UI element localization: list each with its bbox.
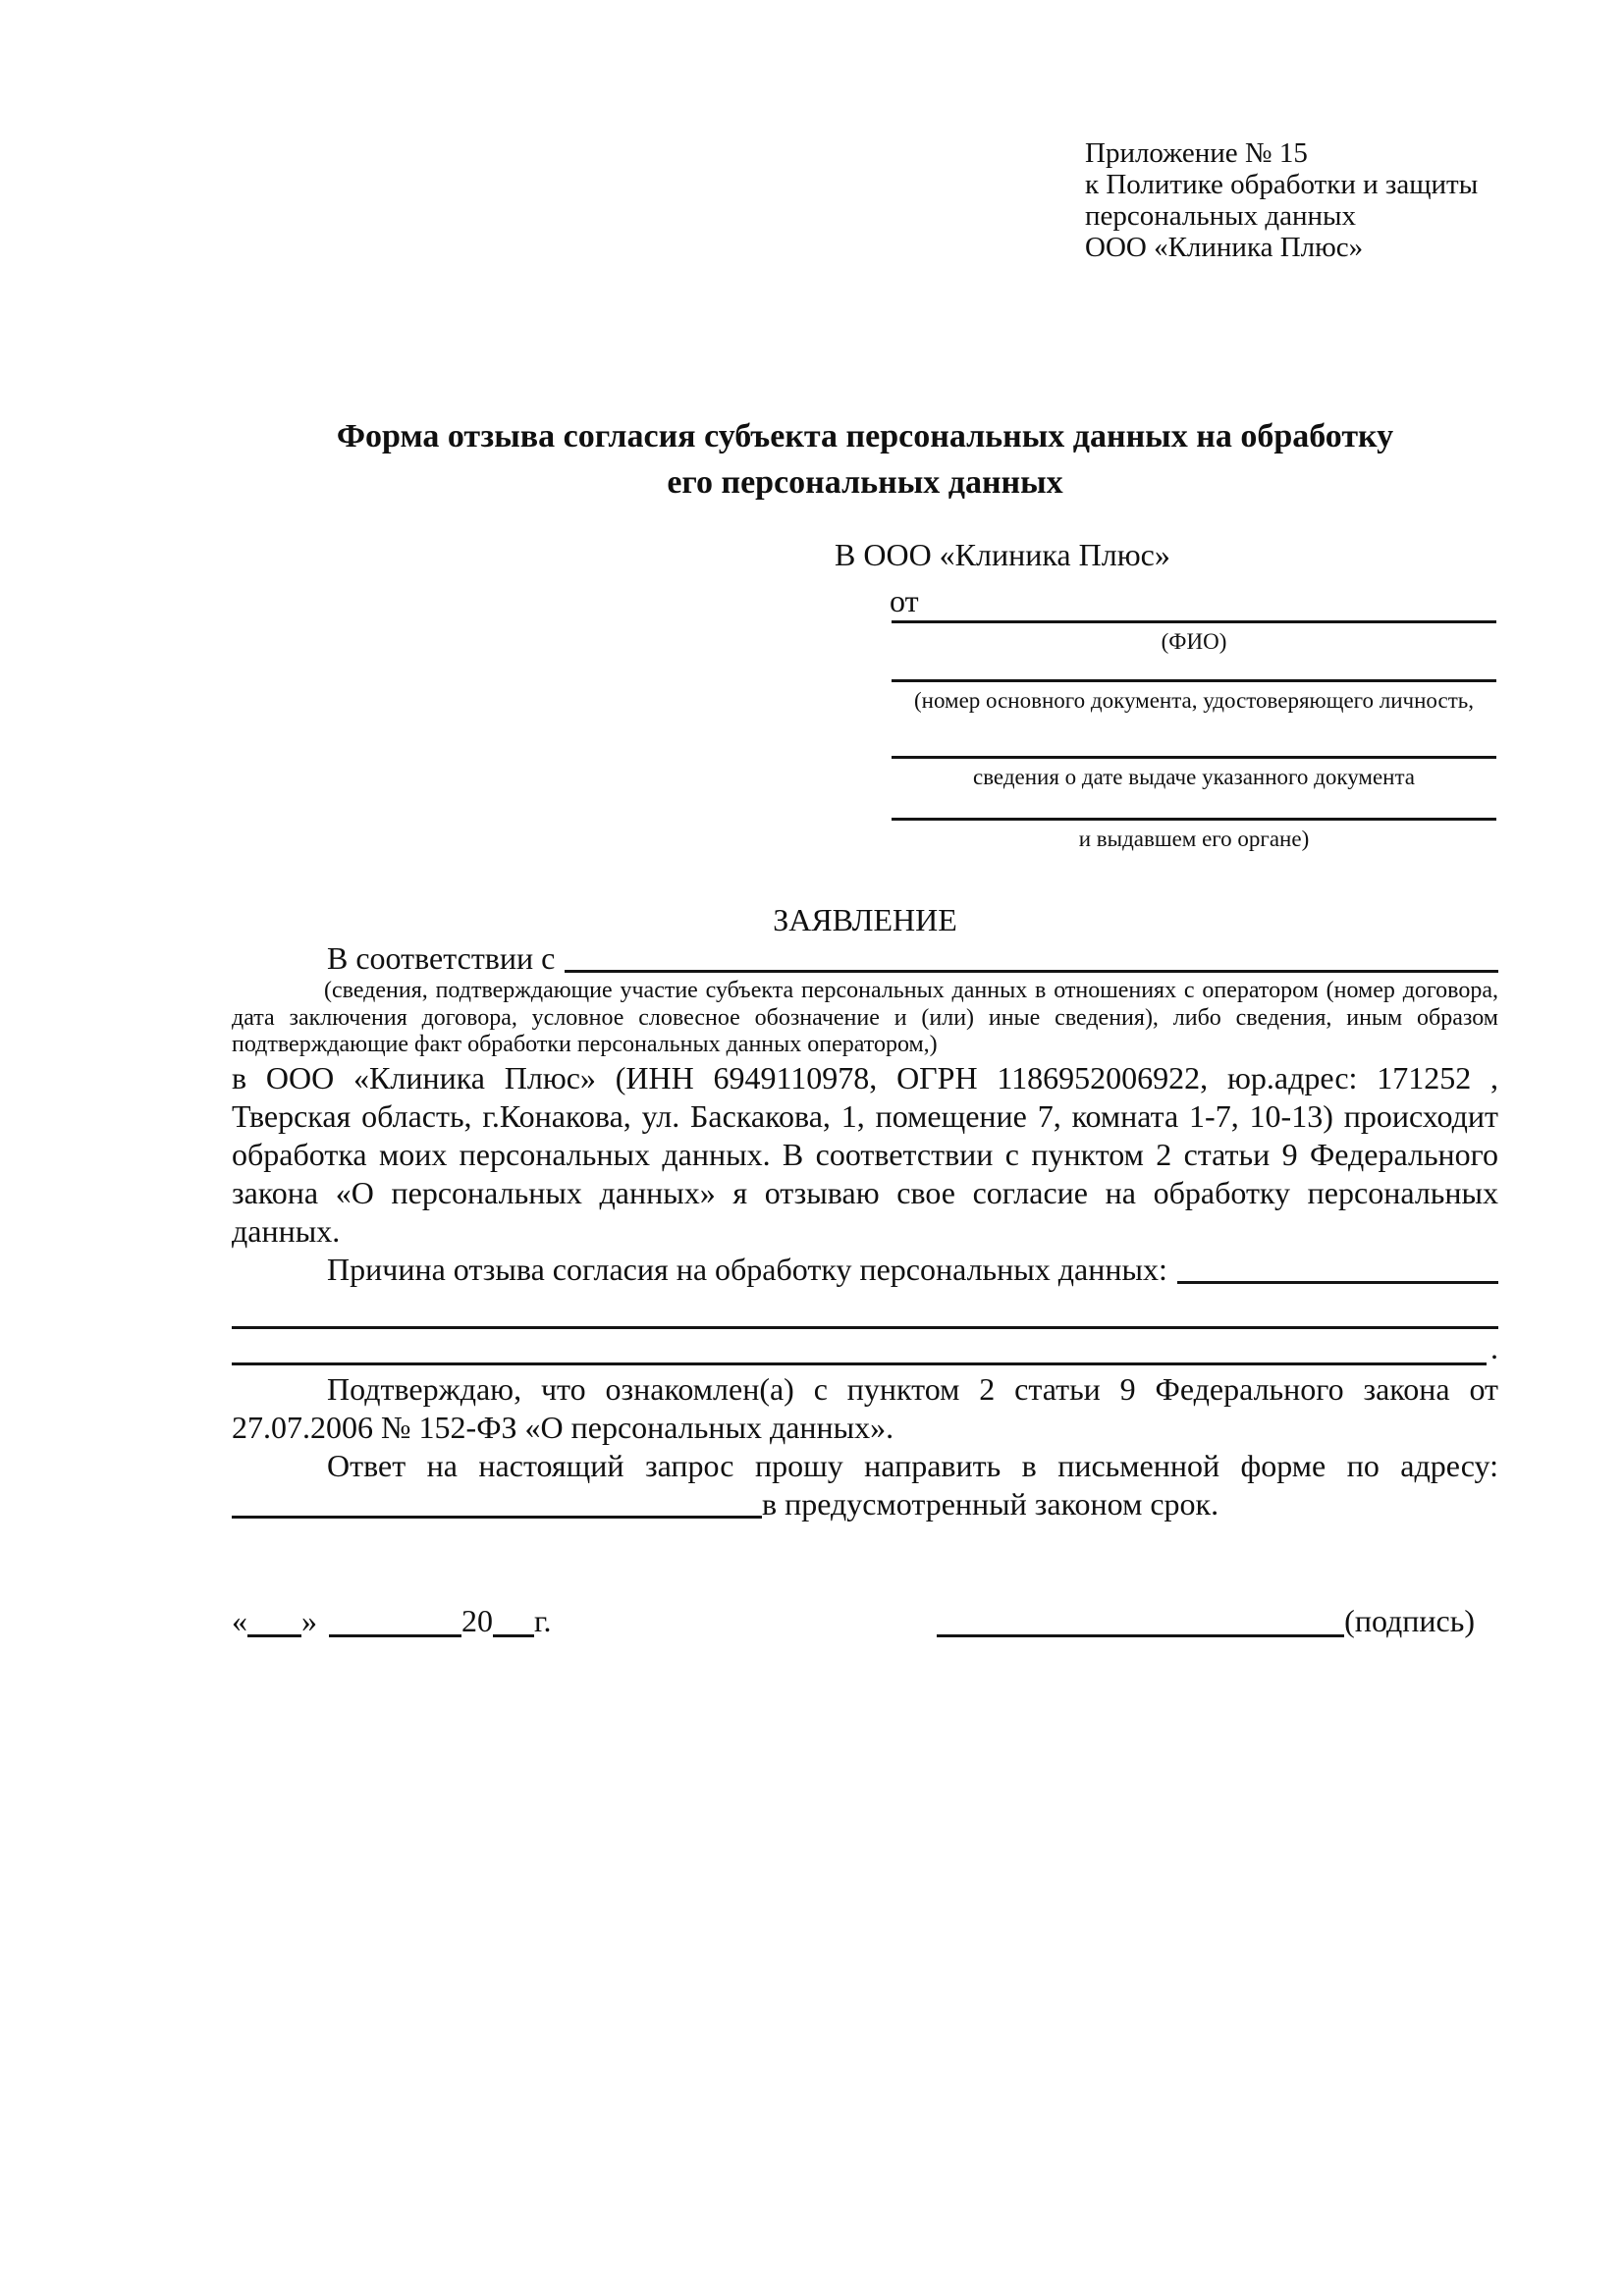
statement-heading: ЗАЯВЛЕНИЕ: [773, 902, 957, 937]
appendix-note: [1085, 137, 1498, 263]
sentence-period: .: [1490, 1329, 1498, 1365]
appendix-line: ООО «Клиника Плюс»: [1085, 232, 1364, 263]
accordance-blank-line: [565, 970, 1498, 973]
confirmation-paragraph: Подтверждаю, что ознакомлен(а) с пунктом 2 статьи 9 Федерального закона от 27.07.2006 № 152-ФЗ «О персональных данных».: [232, 1370, 1498, 1445]
reply-request-paragraph: Ответ на настоящий запрос прошу направить в письменной форме по адресу:: [327, 1447, 1498, 1483]
issue-date-blank-line: [892, 756, 1496, 759]
date-signature-row: [232, 1601, 1498, 1640]
quote-close: »: [301, 1602, 317, 1638]
clarification-note: (сведения, подтверждающие участие субъекта персональных данных в отношениях с оператором (номер договора, дата заключения договора, условное словесное обозначение и (или) иные сведения), либо сведения, иным образом подтверждающие факт обработки персональных данных оператором,): [232, 978, 1498, 1057]
reply-address-line: [232, 1485, 1498, 1523]
from-label: от: [890, 583, 919, 618]
signature-blank-line: [937, 1634, 1344, 1637]
addressee-block: [835, 535, 1498, 852]
quote-open: «: [232, 1602, 247, 1638]
reason-label: Причина отзыва согласия на обработку персональных данных:: [327, 1251, 1167, 1287]
document-title-line2: его персональных данных: [667, 464, 1063, 501]
document-title: [232, 413, 1498, 506]
reason-blank-line-3: [232, 1329, 1498, 1365]
document-title-line1: Форма отзыва согласия субъекта персональных данных на обработку: [336, 418, 1394, 454]
issuing-authority-blank-line: [892, 818, 1496, 821]
reason-blank-line: [1177, 1281, 1498, 1284]
addressee-org: В ООО «Клиника Плюс»: [835, 537, 1170, 572]
year-century: 20: [461, 1602, 493, 1638]
issue-date-caption: сведения о дате выдаче указанного документа: [972, 765, 1416, 789]
address-blank-line: [232, 1516, 762, 1519]
main-paragraph: в ООО «Клиника Плюс» (ИНН 6949110978, ОГРН 1186952006922, юр.адрес: 171252 , Тверская область, г.Конакова, ул. Баскакова, 1, помещение 7, комната 1-7, 10-13) происходит обработка моих персональных данных. В соответствии с пунктом 2 статьи 9 Федерального закона «О персональных данных» я отзываю свое согласие на обработку персональных данных.: [232, 1059, 1498, 1249]
document-number-caption: (номер основного документа, удостоверяющего личность,: [913, 688, 1474, 713]
appendix-line: персональных данных: [1085, 200, 1357, 232]
accordance-line: [232, 939, 1498, 978]
fio-blank-line: [892, 620, 1496, 623]
signature-line: [937, 1601, 1475, 1640]
accordance-label: В соответствии с: [327, 940, 556, 976]
issuing-authority-caption: и выдавшем его органе): [1078, 827, 1310, 851]
document-number-blank-line: [892, 679, 1496, 682]
year-blank-line: [493, 1634, 534, 1637]
appendix-line: Приложение № 15: [1085, 137, 1308, 169]
month-blank-line: [329, 1634, 461, 1637]
fio-caption: (ФИО): [1161, 629, 1227, 654]
signature-caption: (подпись): [1344, 1602, 1475, 1638]
day-blank-line: [247, 1634, 301, 1637]
reason-blank-rule: [232, 1362, 1487, 1365]
date-line: [232, 1601, 552, 1640]
reply-tail-text: в предусмотренный законом срок.: [762, 1485, 1219, 1522]
appendix-line: к Политике обработки и защиты: [1085, 169, 1479, 200]
year-suffix: г.: [534, 1602, 552, 1638]
reason-blank-line-2: [232, 1289, 1498, 1329]
reason-line: [232, 1251, 1498, 1289]
